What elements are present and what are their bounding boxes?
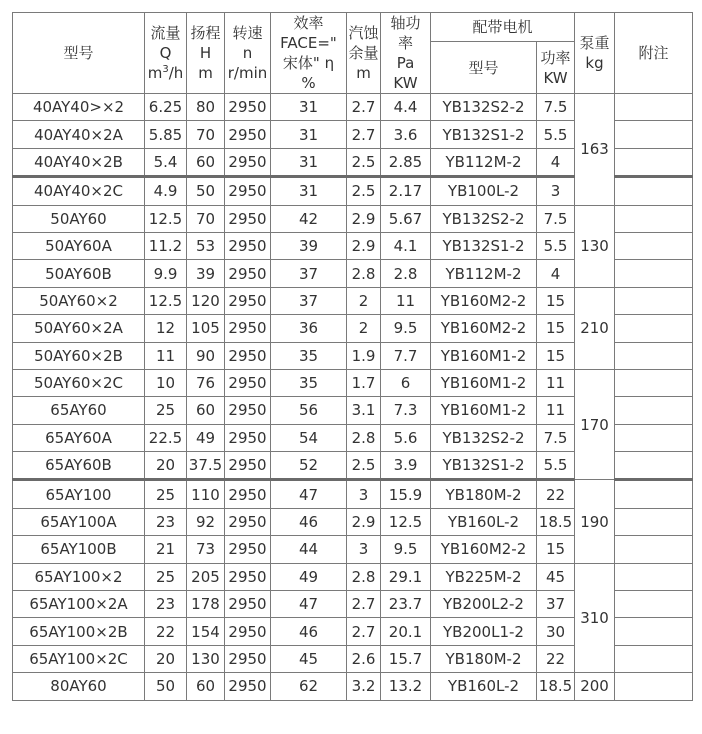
cell-flow: 25 (145, 563, 187, 590)
cell-eff: 35 (271, 342, 347, 369)
cell-motor: YB132S1-2 (431, 121, 537, 148)
cell-note (615, 94, 693, 121)
cell-model: 65AY60B (13, 452, 145, 480)
cell-head: 90 (187, 342, 225, 369)
cell-motor: YB200L1-2 (431, 618, 537, 645)
cell-speed: 2950 (225, 369, 271, 396)
cell-npsh: 1.9 (347, 342, 381, 369)
header-head: 扬程 H m (187, 13, 225, 94)
cell-power: 45 (537, 563, 575, 590)
header-shaft-power: 轴功 率 Pa KW (381, 13, 431, 94)
cell-model: 50AY60×2C (13, 369, 145, 396)
cell-note (615, 287, 693, 314)
cell-weight: 190 (575, 480, 615, 563)
cell-npsh: 2.7 (347, 94, 381, 121)
cell-eff: 42 (271, 205, 347, 232)
cell-shaft: 9.5 (381, 536, 431, 563)
table-row (13, 369, 693, 396)
cell-model: 65AY100 (13, 480, 145, 508)
cell-eff: 45 (271, 645, 347, 672)
cell-shaft: 15.7 (381, 645, 431, 672)
cell-shaft: 7.7 (381, 342, 431, 369)
cell-model: 65AY100×2 (13, 563, 145, 590)
cell-shaft: 9.5 (381, 315, 431, 342)
cell-note (615, 480, 693, 508)
table-row (13, 563, 693, 590)
cell-weight: 310 (575, 563, 615, 673)
cell-head: 70 (187, 205, 225, 232)
cell-model: 50AY60A (13, 232, 145, 259)
cell-eff: 47 (271, 591, 347, 618)
cell-npsh: 2.7 (347, 618, 381, 645)
cell-eff: 35 (271, 369, 347, 396)
cell-model: 65AY60A (13, 424, 145, 451)
table-row (13, 480, 693, 508)
cell-note (615, 591, 693, 618)
cell-power: 7.5 (537, 205, 575, 232)
cell-speed: 2950 (225, 563, 271, 590)
cell-motor: YB160M2-2 (431, 536, 537, 563)
cell-note (615, 424, 693, 451)
cell-speed: 2950 (225, 342, 271, 369)
cell-power: 7.5 (537, 94, 575, 121)
cell-speed: 2950 (225, 94, 271, 121)
cell-flow: 6.25 (145, 94, 187, 121)
cell-weight: 170 (575, 369, 615, 480)
cell-note (615, 315, 693, 342)
cell-weight: 210 (575, 287, 615, 369)
header-motor-model: 型号 (431, 42, 537, 94)
cell-motor: YB160M1-2 (431, 397, 537, 424)
cell-flow: 12 (145, 315, 187, 342)
cell-flow: 11 (145, 342, 187, 369)
cell-motor: YB160M2-2 (431, 287, 537, 314)
cell-note (615, 452, 693, 480)
cell-power: 37 (537, 591, 575, 618)
cell-model: 40AY40×2A (13, 121, 145, 148)
cell-motor: YB112M-2 (431, 148, 537, 176)
cell-speed: 2950 (225, 205, 271, 232)
cell-motor: YB180M-2 (431, 480, 537, 508)
cell-flow: 12.5 (145, 287, 187, 314)
cell-note (615, 121, 693, 148)
cell-eff: 46 (271, 508, 347, 535)
cell-eff: 56 (271, 397, 347, 424)
cell-power: 3 (537, 177, 575, 205)
cell-speed: 2950 (225, 645, 271, 672)
cell-motor: YB132S2-2 (431, 205, 537, 232)
cell-speed: 2950 (225, 508, 271, 535)
cell-motor: YB160M2-2 (431, 315, 537, 342)
cell-motor: YB160L-2 (431, 673, 537, 700)
cell-note (615, 205, 693, 232)
cell-model: 65AY100B (13, 536, 145, 563)
cell-npsh: 3.1 (347, 397, 381, 424)
cell-eff: 62 (271, 673, 347, 700)
cell-flow: 50 (145, 673, 187, 700)
cell-eff: 49 (271, 563, 347, 590)
header-npsh: 汽蚀 余量 m (347, 13, 381, 94)
cell-power: 11 (537, 369, 575, 396)
header-motor-power: 功率 KW (537, 42, 575, 94)
cell-motor: YB200L2-2 (431, 591, 537, 618)
cell-motor: YB180M-2 (431, 645, 537, 672)
cell-shaft: 29.1 (381, 563, 431, 590)
cell-speed: 2950 (225, 287, 271, 314)
cell-npsh: 2.9 (347, 508, 381, 535)
cell-motor: YB132S2-2 (431, 94, 537, 121)
table-row (13, 287, 693, 314)
table-row (13, 673, 693, 700)
cell-power: 7.5 (537, 424, 575, 451)
header-motor: 配带电机 (431, 13, 575, 42)
cell-speed: 2950 (225, 480, 271, 508)
cell-npsh: 2 (347, 315, 381, 342)
cell-note (615, 177, 693, 205)
cell-power: 22 (537, 480, 575, 508)
cell-speed: 2950 (225, 591, 271, 618)
cell-head: 37.5 (187, 452, 225, 480)
cell-flow: 20 (145, 452, 187, 480)
cell-eff: 36 (271, 315, 347, 342)
cell-power: 15 (537, 287, 575, 314)
cell-motor: YB160M1-2 (431, 342, 537, 369)
cell-shaft: 2.17 (381, 177, 431, 205)
cell-speed: 2950 (225, 121, 271, 148)
cell-eff: 54 (271, 424, 347, 451)
cell-model: 65AY100×2B (13, 618, 145, 645)
cell-npsh: 2.7 (347, 121, 381, 148)
cell-model: 65AY100×2C (13, 645, 145, 672)
cell-shaft: 6 (381, 369, 431, 396)
header-model: 型号 (13, 13, 145, 94)
cell-model: 50AY60 (13, 205, 145, 232)
cell-npsh: 2.9 (347, 232, 381, 259)
cell-motor: YB160M1-2 (431, 369, 537, 396)
cell-note (615, 536, 693, 563)
cell-eff: 44 (271, 536, 347, 563)
cell-motor: YB132S1-2 (431, 232, 537, 259)
cell-shaft: 11 (381, 287, 431, 314)
cell-motor: YB132S1-2 (431, 452, 537, 480)
cell-eff: 37 (271, 287, 347, 314)
cell-note (615, 397, 693, 424)
cell-eff: 31 (271, 121, 347, 148)
cell-model: 50AY60B (13, 260, 145, 287)
cell-model: 40AY40×2B (13, 148, 145, 176)
pump-spec-table (12, 12, 693, 701)
cell-npsh: 2.7 (347, 591, 381, 618)
cell-npsh: 2.8 (347, 563, 381, 590)
cell-shaft: 5.6 (381, 424, 431, 451)
cell-power: 4 (537, 260, 575, 287)
cell-note (615, 232, 693, 259)
cell-power: 5.5 (537, 452, 575, 480)
cell-power: 15 (537, 536, 575, 563)
cell-flow: 5.85 (145, 121, 187, 148)
cell-speed: 2950 (225, 148, 271, 176)
cell-note (615, 645, 693, 672)
cell-eff: 52 (271, 452, 347, 480)
cell-head: 73 (187, 536, 225, 563)
cell-shaft: 4.1 (381, 232, 431, 259)
cell-flow: 9.9 (145, 260, 187, 287)
cell-head: 50 (187, 177, 225, 205)
cell-flow: 25 (145, 480, 187, 508)
cell-npsh: 3.2 (347, 673, 381, 700)
cell-eff: 39 (271, 232, 347, 259)
cell-model: 80AY60 (13, 673, 145, 700)
table-row (13, 94, 693, 121)
cell-note (615, 342, 693, 369)
cell-head: 92 (187, 508, 225, 535)
cell-model: 40AY40×2C (13, 177, 145, 205)
cell-speed: 2950 (225, 618, 271, 645)
header-row-1 (13, 13, 693, 42)
cell-head: 53 (187, 232, 225, 259)
cell-model: 65AY100A (13, 508, 145, 535)
header-efficiency: 效率 FACE=" 宋体" η % (271, 13, 347, 94)
cell-shaft: 23.7 (381, 591, 431, 618)
cell-power: 11 (537, 397, 575, 424)
cell-flow: 22 (145, 618, 187, 645)
cell-flow: 21 (145, 536, 187, 563)
cell-power: 4 (537, 148, 575, 176)
cell-flow: 23 (145, 591, 187, 618)
cell-power: 30 (537, 618, 575, 645)
cell-npsh: 2.8 (347, 424, 381, 451)
cell-power: 22 (537, 645, 575, 672)
cell-flow: 22.5 (145, 424, 187, 451)
cell-note (615, 618, 693, 645)
cell-shaft: 4.4 (381, 94, 431, 121)
cell-speed: 2950 (225, 536, 271, 563)
cell-flow: 20 (145, 645, 187, 672)
cell-power: 15 (537, 342, 575, 369)
header-note: 附注 (615, 13, 693, 94)
cell-shaft: 7.3 (381, 397, 431, 424)
cell-power: 15 (537, 315, 575, 342)
cell-head: 105 (187, 315, 225, 342)
cell-eff: 46 (271, 618, 347, 645)
cell-head: 60 (187, 148, 225, 176)
cell-note (615, 563, 693, 590)
cell-motor: YB132S2-2 (431, 424, 537, 451)
cell-power: 18.5 (537, 508, 575, 535)
cell-model: 65AY100×2A (13, 591, 145, 618)
cell-shaft: 5.67 (381, 205, 431, 232)
cell-note (615, 148, 693, 176)
cell-note (615, 673, 693, 700)
cell-flow: 12.5 (145, 205, 187, 232)
cell-flow: 23 (145, 508, 187, 535)
cell-eff: 31 (271, 148, 347, 176)
cell-head: 60 (187, 673, 225, 700)
cell-head: 76 (187, 369, 225, 396)
cell-model: 65AY60 (13, 397, 145, 424)
cell-npsh: 3 (347, 480, 381, 508)
cell-shaft: 2.8 (381, 260, 431, 287)
cell-flow: 11.2 (145, 232, 187, 259)
cell-head: 205 (187, 563, 225, 590)
header-flow: 流量 Q $m^3/h$ (145, 13, 187, 94)
cell-note (615, 369, 693, 396)
cell-head: 39 (187, 260, 225, 287)
cell-head: 120 (187, 287, 225, 314)
header-speed: 转速 n r/min (225, 13, 271, 94)
cell-npsh: 2 (347, 287, 381, 314)
cell-npsh: 2.8 (347, 260, 381, 287)
cell-npsh: 2.5 (347, 177, 381, 205)
cell-eff: 37 (271, 260, 347, 287)
cell-shaft: 12.5 (381, 508, 431, 535)
cell-head: 110 (187, 480, 225, 508)
cell-shaft: 2.85 (381, 148, 431, 176)
cell-power: 5.5 (537, 232, 575, 259)
cell-speed: 2950 (225, 673, 271, 700)
cell-head: 154 (187, 618, 225, 645)
cell-shaft: 13.2 (381, 673, 431, 700)
cell-weight: 130 (575, 205, 615, 287)
cell-eff: 47 (271, 480, 347, 508)
cell-speed: 2950 (225, 424, 271, 451)
cell-head: 70 (187, 121, 225, 148)
cell-flow: 5.4 (145, 148, 187, 176)
cell-npsh: 3 (347, 536, 381, 563)
cell-speed: 2950 (225, 452, 271, 480)
cell-head: 49 (187, 424, 225, 451)
cell-flow: 4.9 (145, 177, 187, 205)
cell-npsh: 2.9 (347, 205, 381, 232)
cell-head: 60 (187, 397, 225, 424)
cell-shaft: 20.1 (381, 618, 431, 645)
cell-model: 50AY60×2A (13, 315, 145, 342)
cell-flow: 10 (145, 369, 187, 396)
cell-shaft: 3.9 (381, 452, 431, 480)
cell-speed: 2950 (225, 260, 271, 287)
cell-eff: 31 (271, 177, 347, 205)
cell-note (615, 260, 693, 287)
cell-shaft: 15.9 (381, 480, 431, 508)
cell-motor: YB112M-2 (431, 260, 537, 287)
cell-speed: 2950 (225, 397, 271, 424)
cell-npsh: 1.7 (347, 369, 381, 396)
table-row (13, 205, 693, 232)
cell-speed: 2950 (225, 315, 271, 342)
cell-model: 50AY60×2B (13, 342, 145, 369)
cell-head: 80 (187, 94, 225, 121)
cell-power: 18.5 (537, 673, 575, 700)
cell-eff: 31 (271, 94, 347, 121)
cell-npsh: 2.5 (347, 452, 381, 480)
cell-head: 130 (187, 645, 225, 672)
cell-model: 50AY60×2 (13, 287, 145, 314)
cell-speed: 2950 (225, 177, 271, 205)
cell-weight: 163 (575, 94, 615, 206)
cell-head: 178 (187, 591, 225, 618)
cell-weight: 200 (575, 673, 615, 700)
cell-motor: YB160L-2 (431, 508, 537, 535)
cell-motor: YB225M-2 (431, 563, 537, 590)
cell-flow: 25 (145, 397, 187, 424)
cell-note (615, 508, 693, 535)
cell-motor: YB100L-2 (431, 177, 537, 205)
cell-power: 5.5 (537, 121, 575, 148)
cell-shaft: 3.6 (381, 121, 431, 148)
cell-npsh: 2.5 (347, 148, 381, 176)
header-weight: 泵重 kg (575, 13, 615, 94)
cell-speed: 2950 (225, 232, 271, 259)
cell-npsh: 2.6 (347, 645, 381, 672)
cell-model: 40AY40>×2 (13, 94, 145, 121)
